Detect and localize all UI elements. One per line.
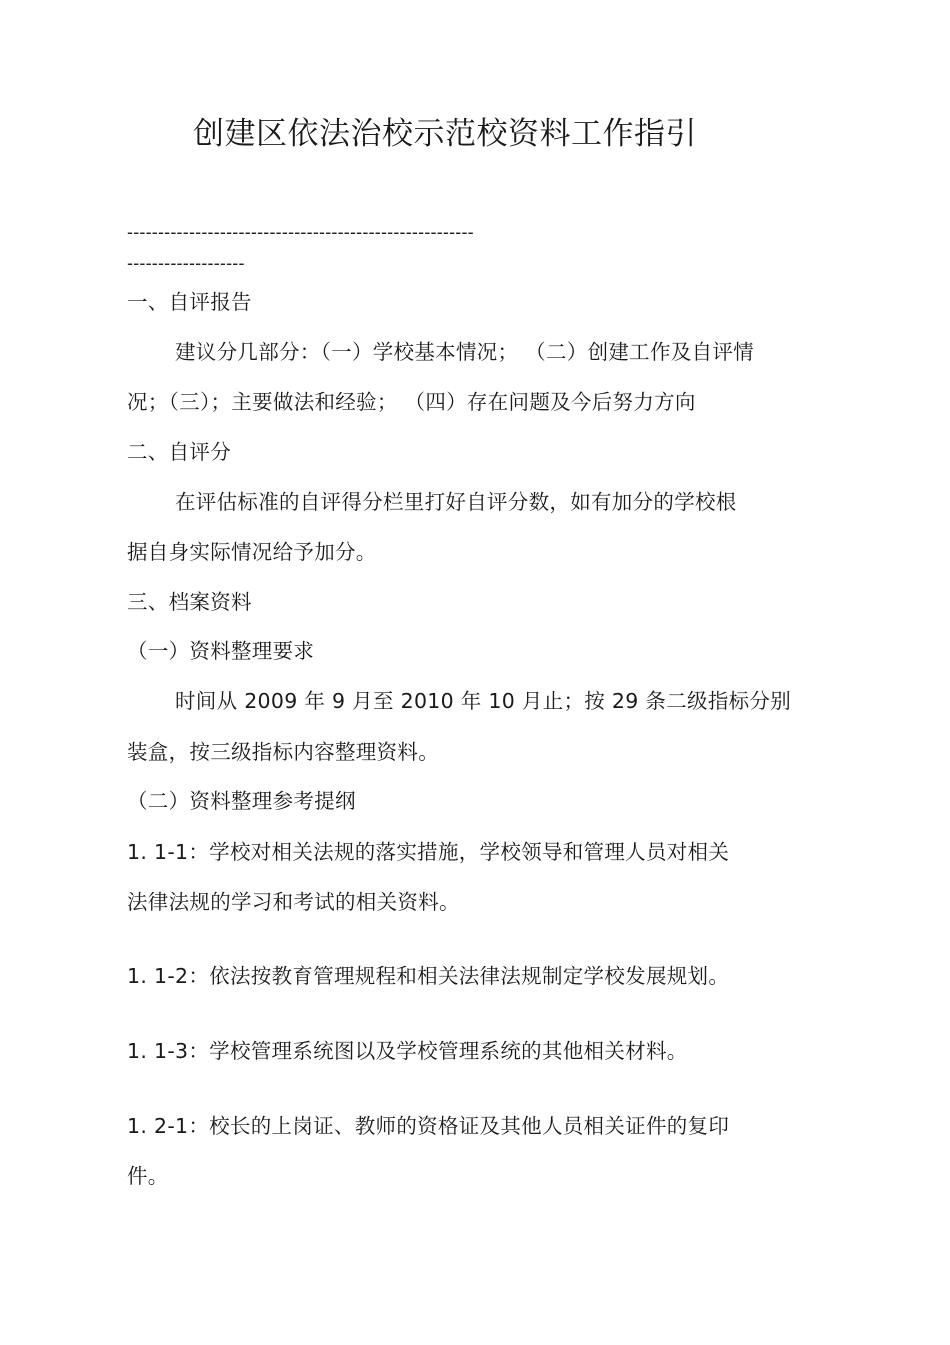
subsection-heading: （一）资料整理要求 (127, 639, 315, 663)
paragraph-line: 时间从 2009 年 9 月至 2010 年 10 月止；按 29 条二级指标分别 (175, 689, 792, 713)
separator-line-2: ------------------- (127, 253, 245, 273)
paragraph-line: 在评估标准的自评得分栏里打好自评分数，如有加分的学校根 (175, 490, 737, 514)
list-item: 1. 1-2：依法按教育管理规程和相关法律法规制定学校发展规划。 (127, 964, 730, 988)
separator-line-1: -------------------------------------------------------- (127, 222, 474, 242)
section-heading-archive: 三、档案资料 (127, 590, 252, 614)
subsection-heading: （二）资料整理参考提纲 (127, 789, 356, 813)
document-title: 创建区依法治校示范校资料工作指引 (193, 116, 697, 152)
paragraph-line: 装盒，按三级指标内容整理资料。 (127, 740, 439, 764)
list-item-continuation: 件。 (127, 1164, 169, 1188)
paragraph-line: 况；（三）；主要做法和经验； （四）存在问题及今后努力方向 (127, 390, 696, 414)
list-item-continuation: 法律法规的学习和考试的相关资料。 (127, 890, 460, 914)
section-heading-self-score: 二、自评分 (127, 440, 231, 464)
paragraph-line: 据自身实际情况给予加分。 (127, 540, 377, 564)
list-item: 1. 1-1：学校对相关法规的落实措施，学校领导和管理人员对相关 (127, 840, 730, 864)
paragraph-line: 建议分几部分：（一）学校基本情况； （二）创建工作及自评情 (175, 340, 754, 364)
section-heading-self-report: 一、自评报告 (127, 290, 252, 314)
list-item: 1. 2-1：校长的上岗证、教师的资格证及其他人员相关证件的复印 (127, 1114, 730, 1138)
list-item: 1. 1-3：学校管理系统图以及学校管理系统的其他相关材料。 (127, 1039, 688, 1063)
